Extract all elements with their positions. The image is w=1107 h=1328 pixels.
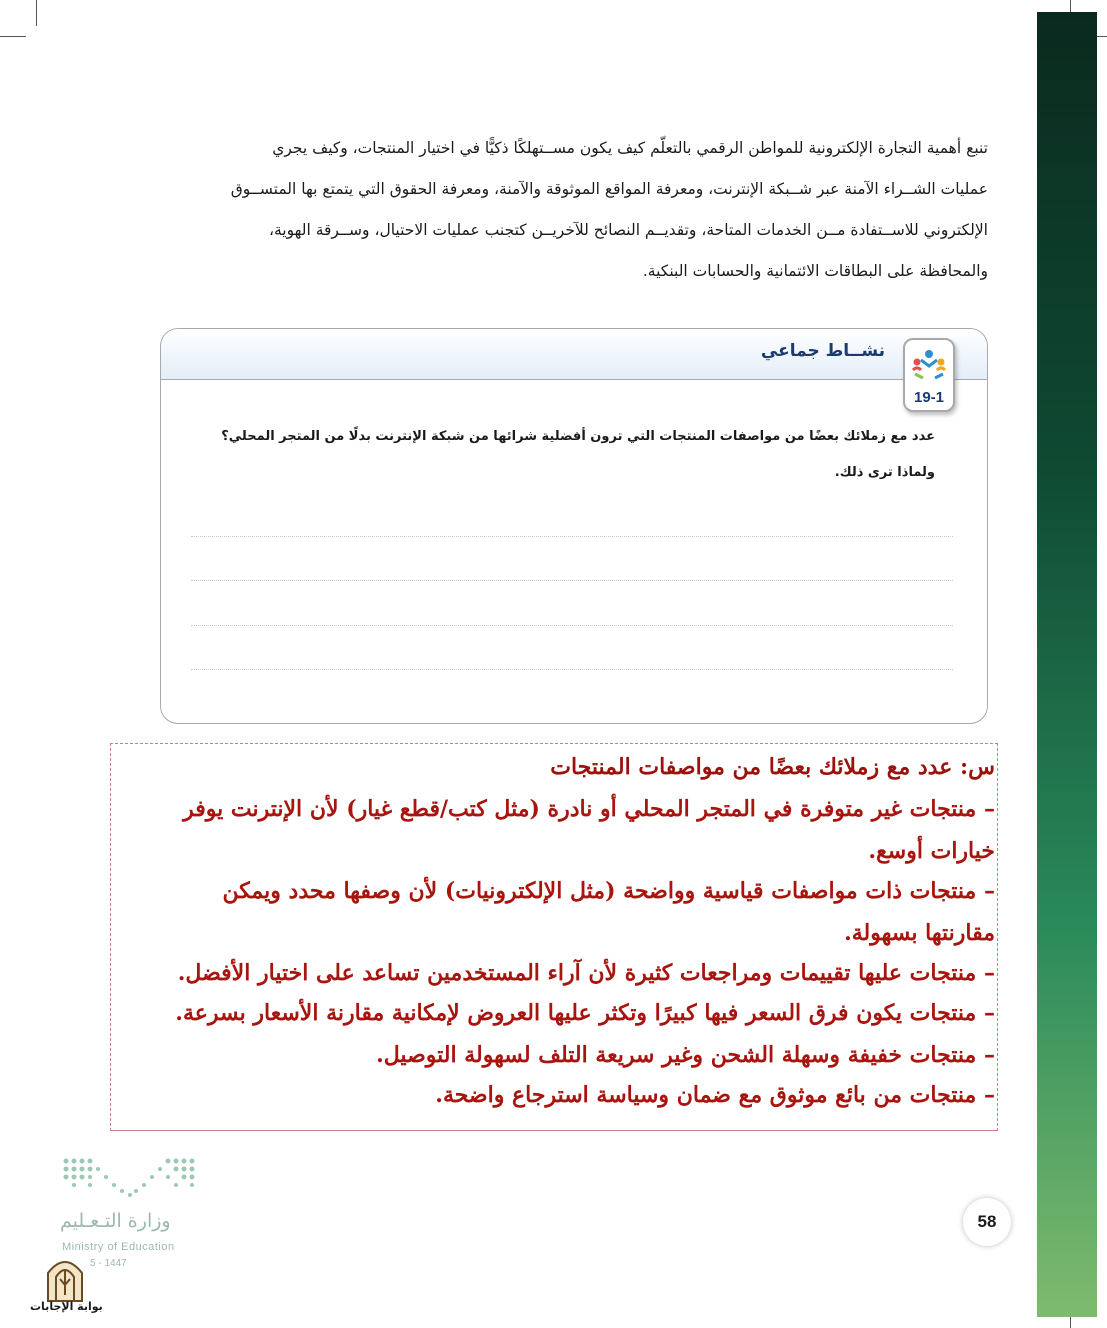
activity-header <box>161 329 987 380</box>
answer-line: مقارنتها بسهولة. <box>844 920 995 946</box>
activity-question-followup: ولماذا ترى ذلك. <box>834 465 935 480</box>
crop-mark <box>36 0 37 26</box>
intro-line: الإلكتروني للاســتفادة مــن الخدمات المتاحة، وتقديــم النصائح للآخريــن كتجنب عمليات الاحتيال، وســرقة الهوية، <box>268 221 988 239</box>
intro-line: عمليات الشــراء الآمنة عبر شــبكة الإنترنت، ومعرفة المواقع الموثوقة والآمنة، ومعرفة الحقوق التي يتمتع بها المتســوق <box>230 180 988 198</box>
answer-line: – منتجات خفيفة وسهلة الشحن وغير سريعة التلف لسهولة التوصيل. <box>376 1042 995 1068</box>
activity-number: 19-1 <box>913 389 945 406</box>
activity-question: عدد مع زملائك بعضًا من مواصفات المنتجات التي ترون أفضلية شرائها من شبكة الإنترنت بدلًا من المتجر المحلي؟ <box>221 429 935 444</box>
answer-line: – منتجات غير متوفرة في المتجر المحلي أو نادرة (مثل كتب/قطع غيار) لأن الإنترنت يوفر <box>183 796 995 822</box>
answer-writing-line[interactable] <box>191 580 953 581</box>
activity-box <box>160 328 988 724</box>
activity-badge <box>903 338 955 412</box>
answer-box <box>110 743 998 1131</box>
ministry-name-english: Ministry of Education <box>62 1241 175 1253</box>
ministry-logo-icon <box>60 1155 200 1200</box>
answer-line: خيارات أوسع. <box>868 838 995 864</box>
answer-writing-line[interactable] <box>191 625 953 626</box>
activity-title: نشــاط جماعي <box>760 341 885 361</box>
portal-label: بوابة الإجابات <box>30 1300 103 1313</box>
answer-line: – منتجات يكون فرق السعر فيها كبيرًا وتكثر عليها العروض لإمكانية مقارنة الأسعار بسرعة. <box>175 1000 995 1026</box>
intro-paragraph <box>158 128 988 292</box>
crop-mark <box>0 36 26 37</box>
ministry-name-arabic: وزارة التـعـليم <box>60 1210 171 1232</box>
answer-writing-line[interactable] <box>191 536 953 537</box>
answer-question-line: س: عدد مع زملائك بعضًا من مواصفات المنتجات <box>550 754 995 780</box>
ministry-year: 5 - 1447 <box>90 1258 127 1269</box>
answer-line: – منتجات عليها تقييمات ومراجعات كثيرة لأن آراء المستخدمين تساعد على اختيار الأفضل. <box>177 960 995 986</box>
intro-line: والمحافظة على البطاقات الائتمانية والحسابات البنكية. <box>642 262 988 280</box>
answer-writing-line[interactable] <box>191 669 953 670</box>
intro-line: تنبع أهمية التجارة الإلكترونية للمواطن الرقمي بالتعلّم كيف يكون مســتهلكًا ذكيًّا في اختيار المنتجات، وكيف يجري <box>272 139 988 157</box>
group-activity-icon <box>909 348 949 380</box>
page-number: 58 <box>963 1198 1011 1246</box>
chapter-side-band <box>1037 12 1097 1317</box>
answer-line: – منتجات من بائع موثوق مع ضمان وسياسة استرجاع واضحة. <box>435 1082 995 1108</box>
portal-logo-icon <box>44 1255 86 1303</box>
answer-line: – منتجات ذات مواصفات قياسية وواضحة (مثل الإلكترونيات) لأن وصفها محدد ويمكن <box>222 878 995 904</box>
